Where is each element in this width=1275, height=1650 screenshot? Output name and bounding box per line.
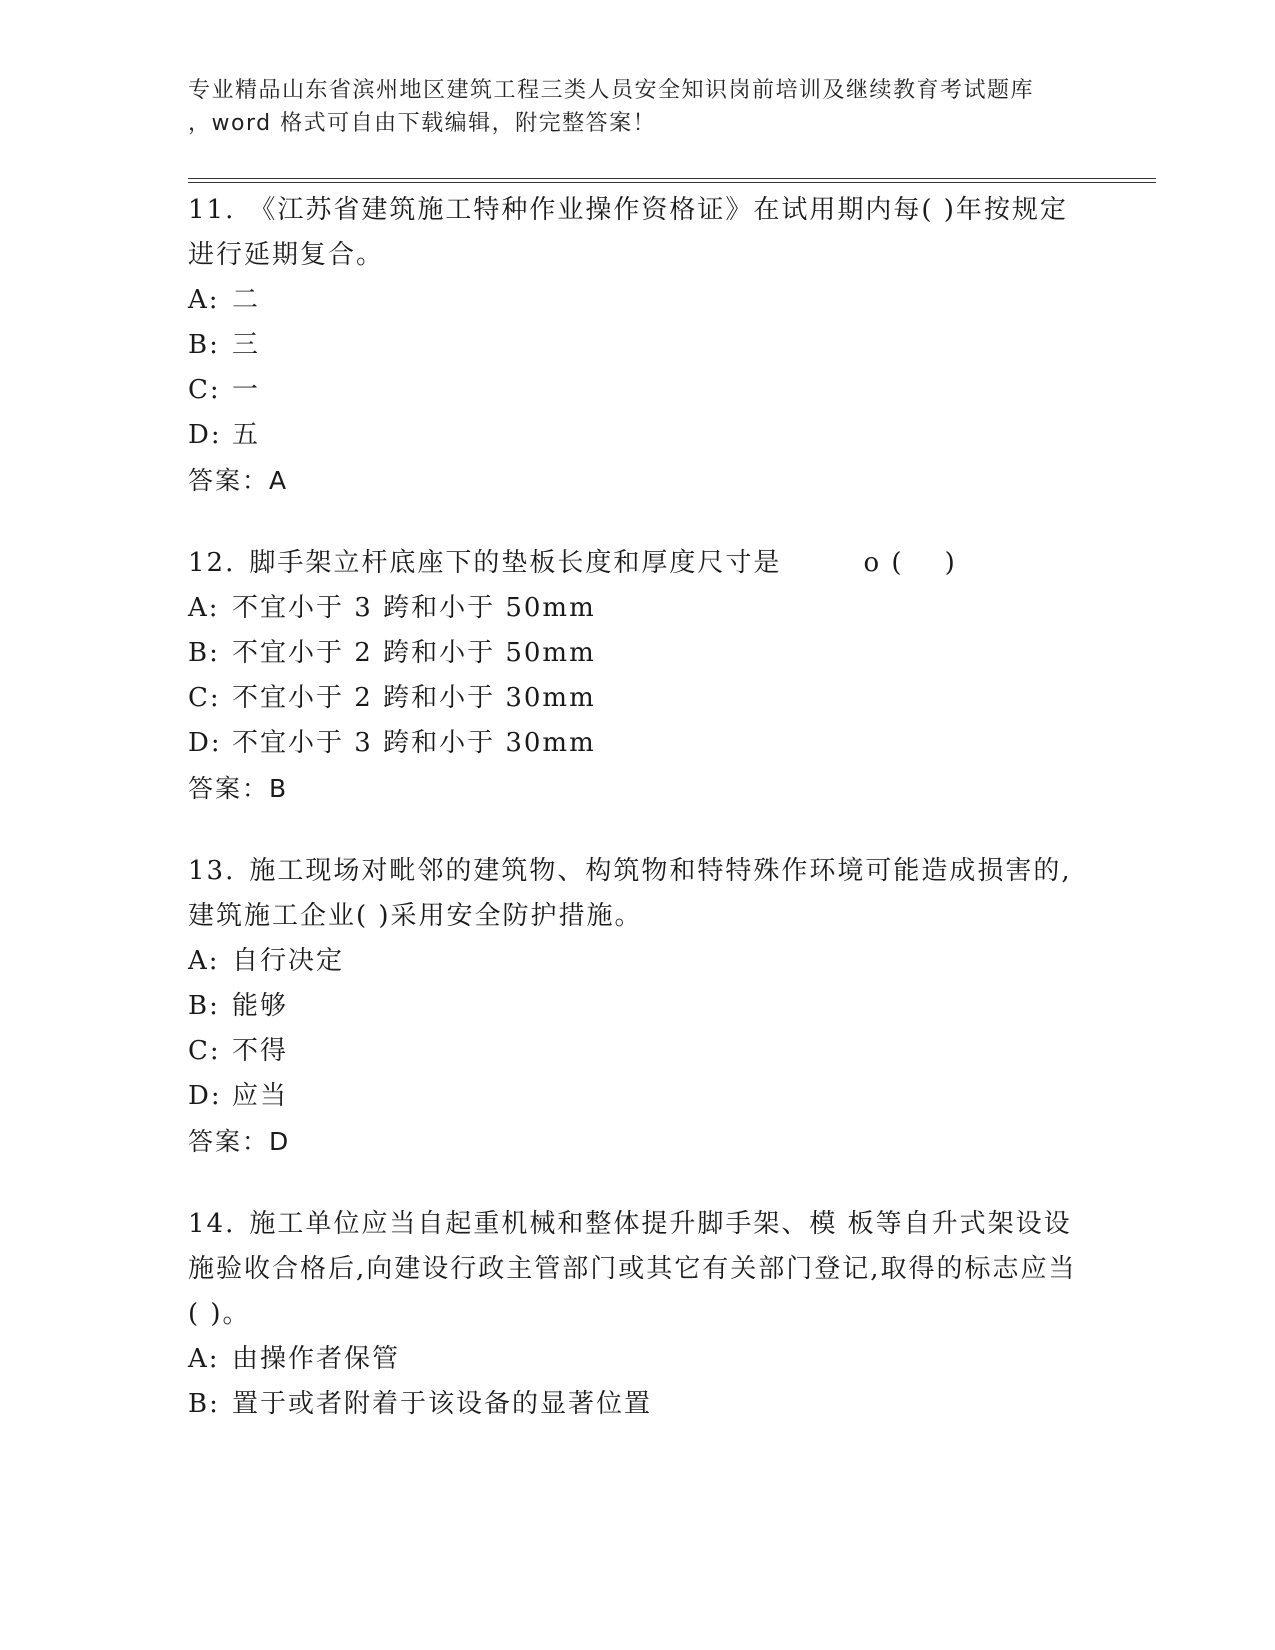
option-text: 能够 (232, 991, 289, 1021)
option-text: 置于或者附着于该设备的显著位置 (232, 1389, 653, 1419)
option-key: D: (188, 1081, 222, 1111)
answer-line: 答案：A (188, 466, 289, 495)
option-text: 由操作者保管 (232, 1344, 401, 1374)
option-text: 三 (232, 330, 261, 360)
option-text: 不宜小于 3 跨和小于 50mm (232, 593, 596, 623)
answer-line: 答案：B (188, 774, 289, 803)
question-text (188, 541, 1088, 586)
option-key: B: (188, 638, 220, 668)
option-c (188, 368, 1088, 413)
question-12 (188, 541, 1088, 811)
option-key: A: (188, 1344, 220, 1374)
question-text (188, 849, 1088, 939)
option-c (188, 676, 1088, 721)
option-text: 一 (232, 375, 261, 405)
question-number: 12. (188, 548, 236, 578)
option-text: 五 (232, 420, 261, 450)
question-text (188, 188, 1088, 278)
question-list (188, 188, 1088, 1465)
header-divider (188, 178, 1156, 183)
option-text: 不宜小于 2 跨和小于 30mm (232, 683, 596, 713)
option-a (188, 586, 1088, 631)
option-text: 不宜小于 3 跨和小于 30mm (232, 728, 596, 758)
question-14 (188, 1202, 1088, 1427)
option-a (188, 939, 1088, 984)
option-key: C: (188, 375, 221, 405)
option-key: A: (188, 946, 220, 976)
option-text: 不得 (232, 1036, 289, 1066)
question-text (188, 1202, 1088, 1337)
option-text: 不宜小于 2 跨和小于 50mm (232, 638, 596, 668)
option-b (188, 631, 1088, 676)
question-stem: 施工单位应当自起重机械和整体提升脚手架、模 板等自升式架设设施验收合格后,向建设行政主管部门或其它有关部门登记,取得的标志应当( )。 (188, 1209, 1077, 1329)
option-text: 二 (232, 285, 261, 315)
question-number: 11. (188, 195, 236, 225)
option-d (188, 1074, 1088, 1119)
option-text: 自行决定 (232, 946, 345, 976)
header-line-1: 专业精品山东省滨州地区建筑工程三类人员安全知识岗前培训及继续教育考试题库 (188, 78, 1035, 103)
header-line-2: ，word 格式可自由下载编辑，附完整答案！ (188, 111, 657, 136)
question-number: 14. (188, 1209, 236, 1239)
question-13 (188, 849, 1088, 1164)
option-key: A: (188, 593, 220, 623)
option-d (188, 721, 1088, 766)
question-stem: 脚手架立杆底座下的垫板长度和厚度尺寸是 o ( ) (249, 548, 957, 578)
option-key: D: (188, 420, 222, 450)
option-b (188, 323, 1088, 368)
option-key: B: (188, 330, 220, 360)
option-b (188, 1382, 1088, 1427)
question-stem: 施工现场对毗邻的建筑物、构筑物和特特殊作环境可能造成损害的,建筑施工企业( )采用安全防护措施。 (188, 856, 1072, 931)
option-key: C: (188, 1036, 221, 1066)
answer-line: 答案：D (188, 1127, 291, 1156)
option-key: C: (188, 683, 221, 713)
question-stem: 《江苏省建筑施工特种作业操作资格证》在试用期内每( )年按规定进行延期复合。 (188, 195, 1068, 270)
option-text: 应当 (232, 1081, 289, 1111)
option-key: A: (188, 285, 220, 315)
option-key: B: (188, 1389, 220, 1419)
option-b (188, 984, 1088, 1029)
option-d (188, 413, 1088, 458)
option-key: B: (188, 991, 220, 1021)
option-a (188, 1337, 1088, 1382)
option-key: D: (188, 728, 222, 758)
question-number: 13. (188, 856, 236, 886)
option-c (188, 1029, 1088, 1074)
document-header (188, 74, 1088, 140)
question-11 (188, 188, 1088, 503)
option-a (188, 278, 1088, 323)
